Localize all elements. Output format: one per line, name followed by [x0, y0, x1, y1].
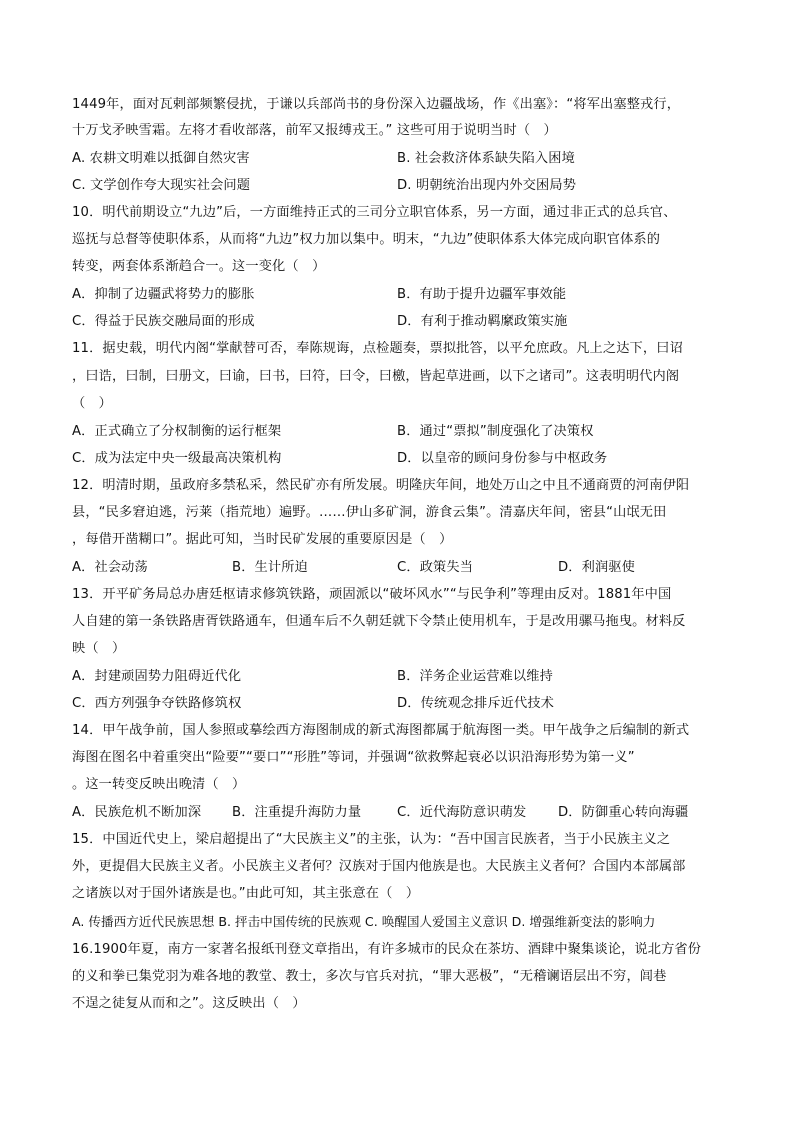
question-16-stem-line-1: 16.1900年夏，南方一家著名报纸刊登文章指出，有许多城市的民众在茶坊、酒肆中聚集谈论，说北方省份 [72, 942, 702, 957]
question-14-stem-line-2: 海图在图名中着重突出“险要”“要口”“形胜”等词，并强调“欲救弊起衰必以识沿海形势为第一义” [72, 750, 635, 765]
question-11-option-c[interactable]: C．成为法定中央一级最高决策机构 [72, 451, 282, 466]
question-9-stem-line-1: 1449年，面对瓦剌部频繁侵扰，于谦以兵部尚书的身份深入边疆战场，作《出塞》：“将军出塞整戎行， [72, 97, 681, 112]
question-12-option-d[interactable]: D．利润驱使 [558, 560, 635, 575]
question-10-stem-line-3: 转变，两套体系渐趋合一。这一变化（ ） [72, 259, 326, 274]
question-9-option-c[interactable]: C. 文学创作夸大现实社会问题 [72, 178, 251, 193]
question-11-option-b[interactable]: B．通过“票拟”制度强化了决策权 [397, 424, 594, 439]
question-14-option-b[interactable]: B．注重提升海防力量 [232, 805, 362, 820]
question-15-stem-line-2: 外，更提倡大民族主义者。小民族主义者何？汉族对于国内他族是也。大民族主义者何？合国内本部属部 [72, 859, 686, 874]
question-10-option-b[interactable]: B．有助于提升边疆军事效能 [397, 287, 567, 302]
question-12-stem-line-1: 12．明清时期，虽政府多禁私采，然民矿亦有所发展。明隆庆年间，地处万山之中且不通商贾的河南伊阳 [72, 478, 690, 493]
question-14-option-d[interactable]: D．防御重心转向海疆 [558, 805, 689, 820]
question-13-option-c[interactable]: C．西方列强争夺铁路修筑权 [72, 696, 242, 711]
question-14-stem-line-1: 14．甲午战争前，国人参照或摹绘西方海图制成的新式海图都属于航海图一类。甲午战争之后编制的新式 [72, 723, 690, 738]
question-15-stem-line-3: 之诸族以对于国外诸族是也。”由此可知，其主张意在（ ） [72, 886, 420, 901]
question-10-stem-line-2: 巡抚与总督等使职体系，从而将“九边”权力加以集中。明末，“九边”使职体系大体完成向职官体系的 [72, 232, 661, 247]
question-12-option-c[interactable]: C．政策失当 [397, 560, 474, 575]
question-14-stem-line-3: 。这一转变反映出晚清（ ） [72, 777, 246, 792]
question-16-stem-line-3: 不逞之徒复从而和之”。这反映出（ ） [72, 996, 306, 1011]
question-16-stem-line-2: 的义和拳已集党羽为难各地的教堂、教士，多次与官兵对抗，“罪大恶极”，“无稽谰语层出不穷，闾巷 [72, 969, 667, 984]
question-11-stem-line-2: ，曰诰，曰制，曰册文，曰谕，曰书，曰符，曰令，曰檄，皆起草进画，以下之诸司”。这表明明代内阁 [72, 369, 680, 384]
question-12-stem-line-2: 县，“民多窘迫逃，污莱（指荒地）遍野。……伊山多矿洞，游食云集”。清嘉庆年间，密县“山氓无田 [72, 505, 667, 520]
question-15-options-line[interactable]: A. 传播西方近代民族思想 B. 抨击中国传统的民族观 C. 唤醒国人爱国主义意识 D. 增强维新变法的影响力 [72, 914, 656, 929]
question-10-option-c[interactable]: C．得益于民族交融局面的形成 [72, 314, 255, 329]
question-11-stem-line-3: （ ） [72, 396, 113, 411]
question-13-stem-line-3: 映（ ） [72, 641, 126, 656]
question-10-option-a[interactable]: A．抑制了边疆武将势力的膨胀 [72, 287, 255, 302]
question-12-option-a[interactable]: A．社会动荡 [72, 560, 148, 575]
question-12-stem-line-3: ，每借开凿糊口”。据此可知，当时民矿发展的重要原因是（ ） [72, 532, 453, 547]
question-9-stem-line-2: 十万戈矛映雪霜。左将才看收部落，前军又报缚戎王。” 这些可用于说明当时（ ） [72, 123, 557, 138]
question-9-option-d[interactable]: D. 明朝统治出现内外交困局势 [397, 178, 577, 193]
question-11-stem-line-1: 11．据史载，明代内阁“掌献替可否，奉陈规诲，点检题奏，票拟批答，以平允庶政。凡上之达下，曰诏 [72, 341, 683, 356]
question-10-stem-line-1: 10．明代前期设立“九边”后，一方面维持正式的三司分立职官体系，另一方面，通过非正式的总兵官、 [72, 205, 677, 220]
question-15-stem-line-1: 15．中国近代史上，梁启超提出了“大民族主义”的主张，认为：“吾中国言民族者，当于小民族主义之 [72, 832, 671, 847]
question-13-stem-line-1: 13．开平矿务局总办唐廷枢请求修筑铁路，顽固派以“破坏风水”“与民争利”等理由反对。1881年中国 [72, 587, 672, 602]
question-12-option-b[interactable]: B．生计所迫 [232, 560, 308, 575]
question-13-option-b[interactable]: B．洋务企业运营难以维持 [397, 669, 553, 684]
question-11-option-d[interactable]: D．以皇帝的顾问身份参与中枢政务 [397, 451, 608, 466]
question-14-option-c[interactable]: C．近代海防意识萌发 [397, 805, 527, 820]
question-13-option-d[interactable]: D．传统观念排斥近代技术 [397, 696, 555, 711]
question-11-option-a[interactable]: A．正式确立了分权制衡的运行框架 [72, 424, 282, 439]
question-13-stem-line-2: 人自建的第一条铁路唐胥铁路通车，但通车后不久朝廷就下令禁止使用机车，于是改用骡马拖曳。材料反 [72, 614, 686, 629]
question-10-option-d[interactable]: D．有利于推动羁縻政策实施 [397, 314, 568, 329]
question-14-option-a[interactable]: A．民族危机不断加深 [72, 805, 202, 820]
question-9-option-a[interactable]: A. 农耕文明难以抵御自然灾害 [72, 151, 250, 166]
question-9-option-b[interactable]: B. 社会救济体系缺失陷入困境 [397, 151, 575, 166]
question-13-option-a[interactable]: A．封建顽固势力阻碍近代化 [72, 669, 242, 684]
